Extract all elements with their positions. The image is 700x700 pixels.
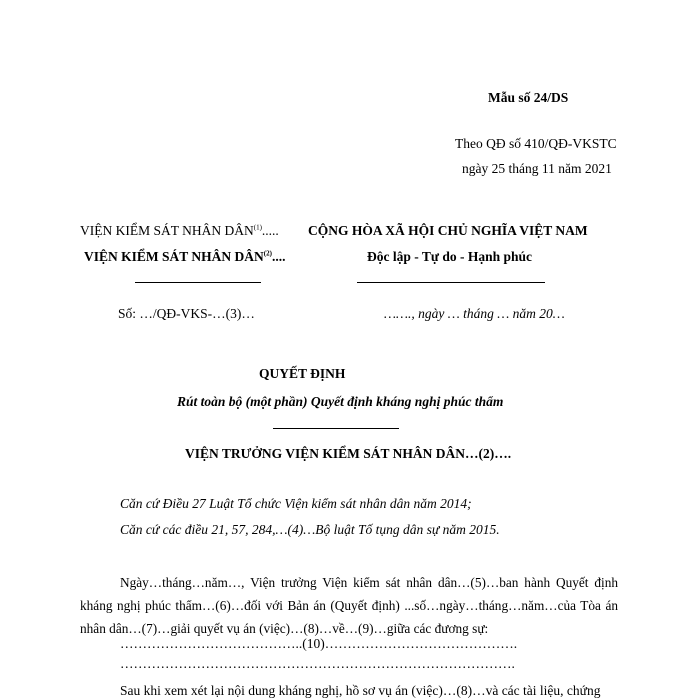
agency-underline [135, 282, 261, 283]
document-type: QUYẾT ĐỊNH [259, 366, 346, 381]
reference-date: ngày 25 tháng 11 năm 2021 [462, 161, 612, 176]
place-date: ……., ngày … tháng … năm 20… [384, 306, 565, 321]
form-number: Mẫu số 24/DS [488, 90, 569, 105]
party-dots-line-1: …………………………………..(10)……………………………………. [120, 636, 518, 651]
reference-decision: Theo QĐ số 410/QĐ-VKSTC [455, 136, 617, 151]
body-paragraph-2: Sau khi xem xét lại nội dung kháng nghị, hồ sơ vụ án (việc)…(8)…và các tài liệu, chứng [120, 683, 601, 698]
subject-underline [273, 428, 399, 429]
motto-underline [357, 282, 545, 283]
document-number: Số: …/QĐ-VKS-…(3)… [118, 306, 255, 321]
agency-line-1: VIỆN KIỂM SÁT NHÂN DÂN$^{(1)}$..... [80, 223, 279, 238]
legal-basis-1: Căn cứ Điều 27 Luật Tổ chức Viện kiểm sát nhân dân năm 2014; [120, 496, 472, 511]
nation-title: CỘNG HÒA XÃ HỘI CHỦ NGHĨA VIỆT NAM [308, 223, 588, 238]
legal-basis-2: Căn cứ các điều 21, 57, 284,…(4)…Bộ luật Tố tụng dân sự năm 2015. [120, 522, 500, 537]
issuer-title: VIỆN TRƯỞNG VIỆN KIỂM SÁT NHÂN DÂN…(2)…. [185, 446, 512, 461]
agency-line-2: VIỆN KIỂM SÁT NHÂN DÂN$^{(2)}$.... [84, 249, 286, 264]
body-paragraph-1: Ngày…tháng…năm…, Viện trưởng Viện kiểm sát nhân dân…(5)…ban hành Quyết định kháng nghị phúc thẩm…(6)…đối với Bản án (Quyết định) ...số…ngày…tháng…năm…của Tòa án nhân dân…(7)…giải quyết vụ án (việc)…(8)…về…(9)…giữa các đương sự: [80, 575, 618, 636]
document-subject: Rút toàn bộ (một phần) Quyết định kháng nghị phúc thẩm [177, 394, 504, 409]
party-dots-line-2: ……………………………………………………………………………. [120, 656, 515, 671]
national-motto: Độc lập - Tự do - Hạnh phúc [367, 249, 533, 264]
